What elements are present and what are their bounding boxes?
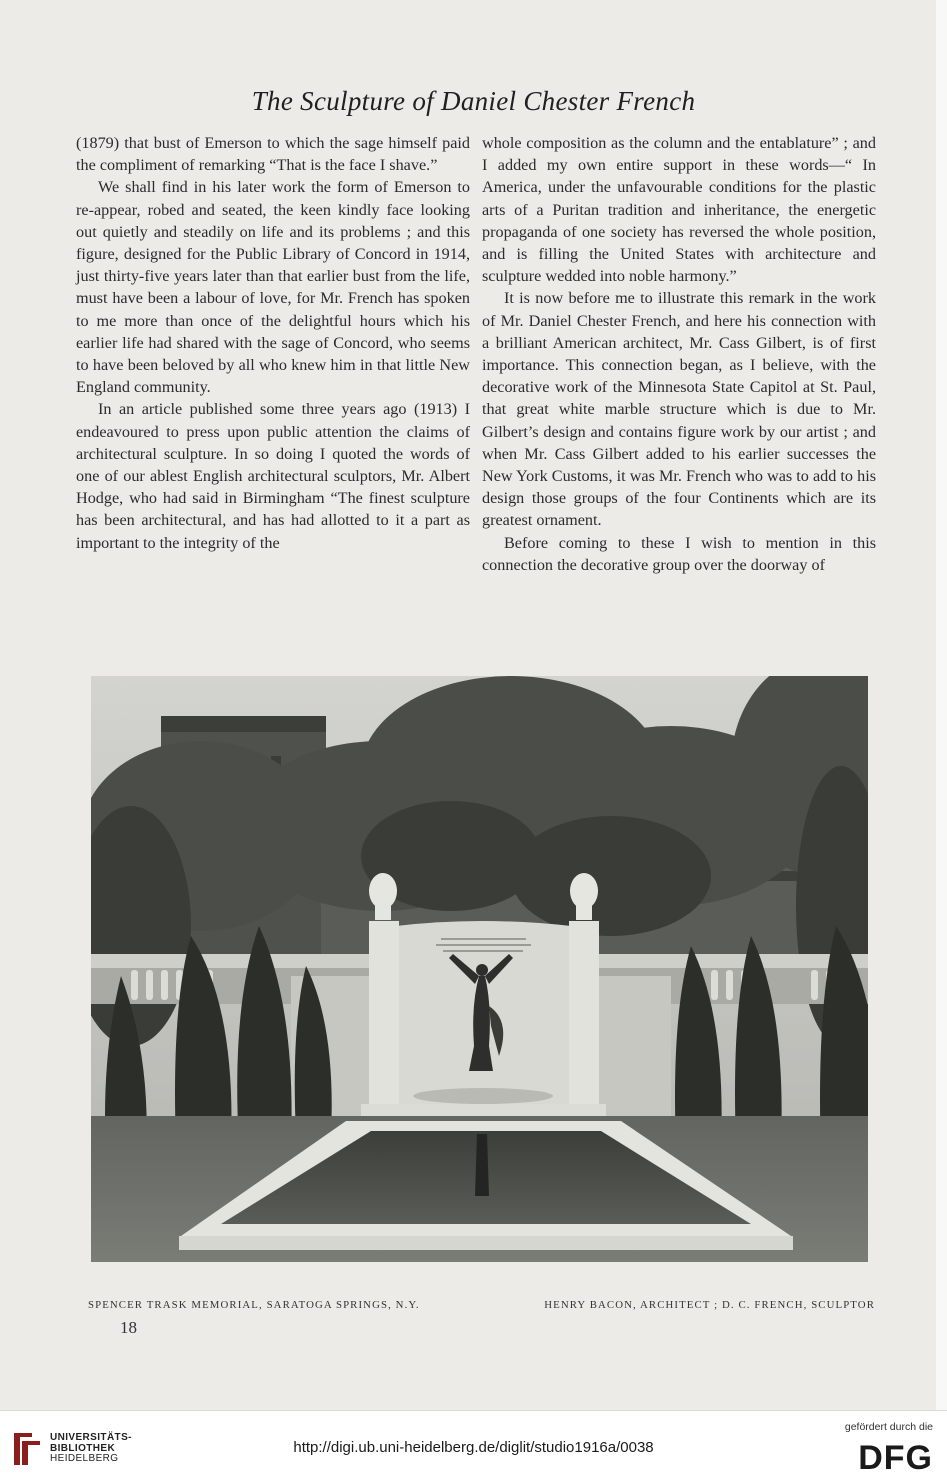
library-name-line: BIBLIOTHEK — [50, 1442, 116, 1454]
permalink-url[interactable]: http://digi.ub.uni-heidelberg.de/diglit/studio1916a/0038 — [293, 1439, 654, 1456]
text-column-right — [482, 132, 876, 576]
library-name-line: HEIDELBERG — [50, 1453, 119, 1464]
page-edge — [936, 0, 947, 1410]
viewer-footer — [0, 1410, 947, 1483]
paragraph: (1879) that bust of Emerson to which the sage himself paid the compliment of remarking “That is the face I shave.” — [76, 134, 470, 175]
library-name-line: UNIVERSITÄTS- — [50, 1432, 132, 1443]
text-column-left — [76, 132, 470, 554]
running-title: The Sculpture of Daniel Chester French — [251, 86, 696, 116]
sponsor-label: gefördert durch die — [844, 1421, 933, 1433]
paragraph: whole composition as the column and the entablature” ; and I added my own entire support in these words—“ In America, under the unfavourable conditions for the plastic arts of a Puritan tradition and inheritance, the energetic propaganda of one society has reversed the whole position, and is filling the United States with architecture and sculpture wedded into noble harmony.” — [482, 134, 876, 286]
figure-caption-left: SPENCER TRASK MEMORIAL, SARATOGA SPRINGS, N.Y. — [88, 1299, 420, 1311]
paragraph: In an article published some three years ago (1913) I endeavoured to press upon public attention the claims of architectural sculpture. In so doing I quoted the words of one of our ablest English architectural sculptors, Mr. Albert Hodge, who had said in Birmingham “The finest sculpture has been architectural, and has had allotted to it a part as important to the integrity of the — [76, 400, 470, 552]
figure-caption-right: HENRY BACON, ARCHITECT ; D. C. FRENCH, SCULPTOR — [544, 1299, 875, 1311]
page-number: 18 — [120, 1318, 137, 1337]
paragraph: We shall find in his later work the form of Emerson to re-appear, robed and seated, the keen kindly face looking out quietly and steadily on life and its problems ; and this figure, designed for the Public Library of Concord in 1914, just thirty-five years later than that earlier bust from the life, must have been a labour of love, for Mr. French has spoken to me more than once of the delightful hours which his earlier life had shared with the sage of Concord, who seems to have been beloved by all who knew him in that little New England community. — [76, 178, 470, 397]
paragraph: It is now before me to illustrate this remark in the work of Mr. Daniel Chester French, and here his connection with a brilliant American architect, Mr. Cass Gilbert, is of first importance. This connection began, as I believe, with the decorative work of the Minnesota State Capitol at St. Paul, that great white marble structure which is due to Mr. Gilbert’s design and contains figure work by our artist ; and when Mr. Cass Gilbert added to his earlier successes the New York Customs, it was Mr. French who was to add to his design those groups of the four Continents which are its greatest ornament. — [482, 289, 876, 530]
dfg-logo[interactable]: DFG — [858, 1439, 933, 1477]
memorial-photograph — [91, 676, 868, 1262]
paragraph: Before coming to these I wish to mention in this connection the decorative group over the doorway of — [482, 533, 876, 574]
